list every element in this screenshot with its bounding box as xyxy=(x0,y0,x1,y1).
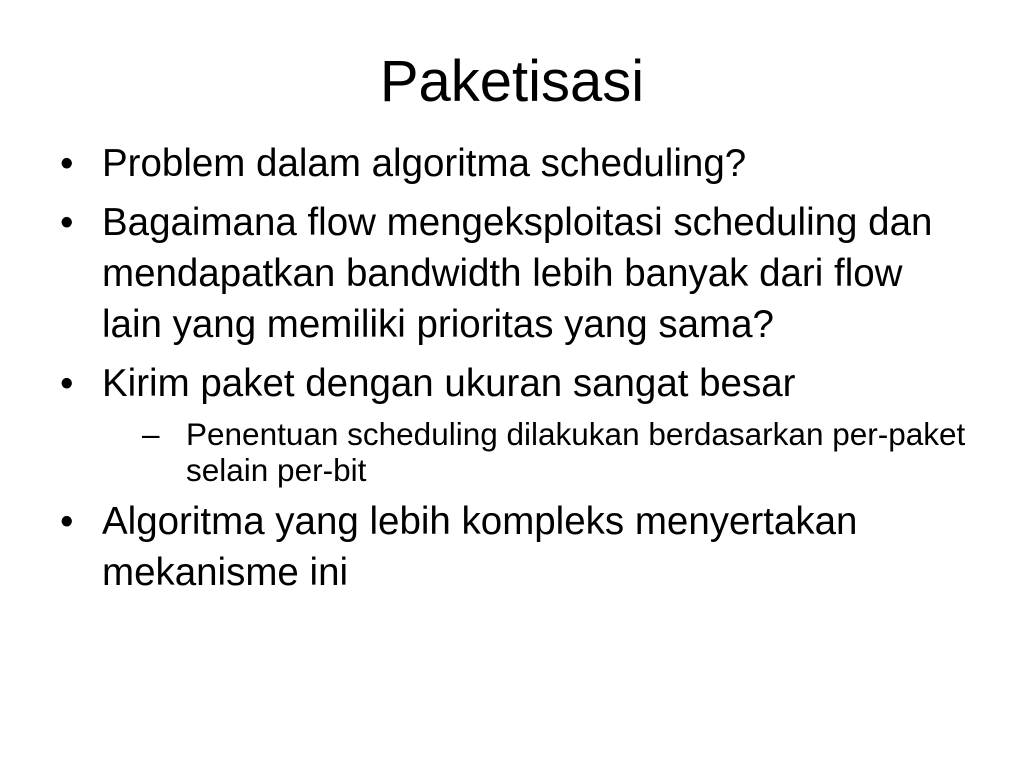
slide-title: Paketisasi xyxy=(379,49,645,114)
bullet-marker: • xyxy=(60,142,74,185)
bullet-marker: • xyxy=(60,362,74,405)
bullet-list xyxy=(60,138,970,606)
sub-bullet-list xyxy=(102,416,970,488)
sub-bullet-item xyxy=(142,416,970,488)
bullet-marker: • xyxy=(60,500,74,543)
bullet-item xyxy=(60,197,970,350)
bullet-item xyxy=(60,138,970,189)
bullet-text: Algoritma yang lebih kompleks menyertakan mekanisme ini xyxy=(102,500,858,594)
bullet-marker: • xyxy=(60,201,74,244)
sub-bullet-text: Penentuan scheduling dilakukan berdasarkan per-paket selain per-bit xyxy=(186,416,966,488)
sub-bullet-marker: – xyxy=(142,416,160,452)
bullet-text: Bagaimana flow mengeksploitasi scheduling dan mendapatkan bandwidth lebih banyak dari flow lain yang memiliki prioritas yang sama? xyxy=(102,201,933,346)
bullet-text: Problem dalam algoritma scheduling? xyxy=(102,142,747,185)
bullet-item xyxy=(60,358,970,488)
bullet-text: Kirim paket dengan ukuran sangat besar xyxy=(102,362,796,405)
bullet-item xyxy=(60,496,970,598)
